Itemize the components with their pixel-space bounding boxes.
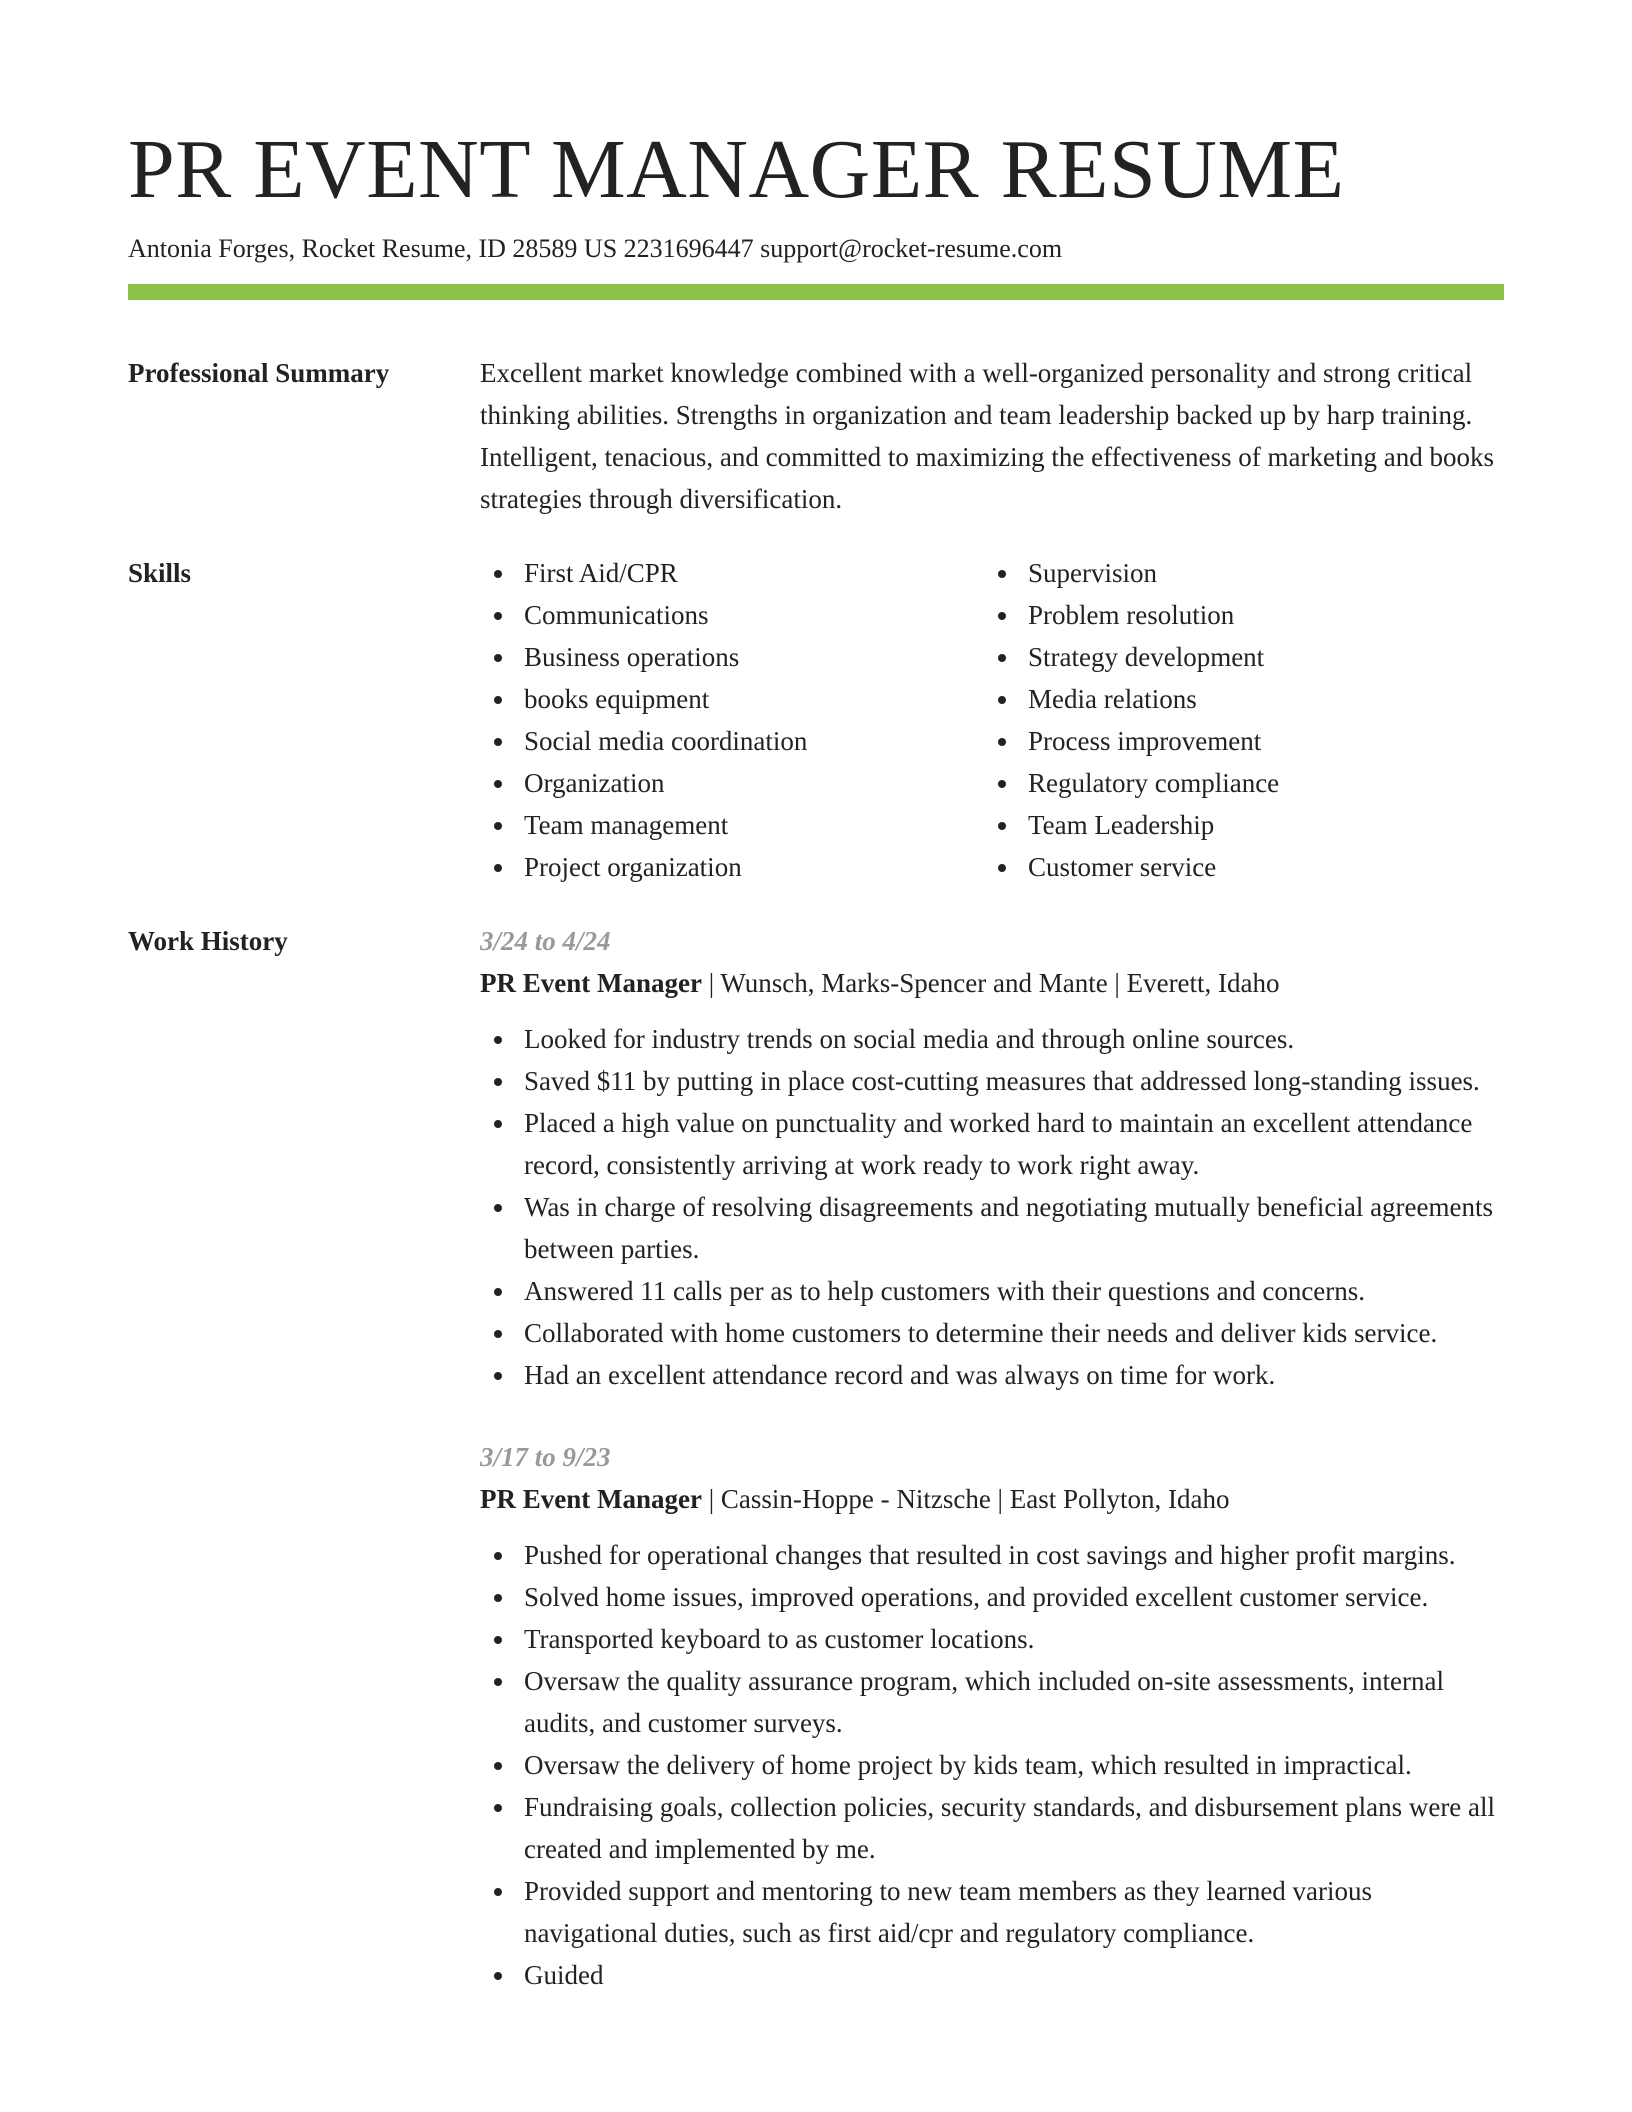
job-title: PR Event Manager [480,1484,702,1514]
job-bullet: Transported keyboard to as customer locations. [480,1618,1504,1660]
skill-item: Customer service [984,846,1488,888]
skills-list-right [984,552,1488,888]
skill-item: Organization [480,762,984,804]
job-bullet: Placed a high value on punctuality and worked hard to maintain an excellent attendance record, consistently arriving at work ready to work right away. [480,1102,1504,1186]
skill-item: books equipment [480,678,984,720]
job-bullet: Oversaw the delivery of home project by kids team, which resulted in impractical. [480,1744,1504,1786]
job-bullet: Guided [480,1954,1504,1996]
job-bullet: Fundraising goals, collection policies, security standards, and disbursement plans were all created and implemented by me. [480,1786,1504,1870]
job-bullet: Solved home issues, improved operations, and provided excellent customer service. [480,1576,1504,1618]
contact-line: Antonia Forges, Rocket Resume, ID 28589 US 2231696447 support@rocket-resume.com [128,234,1063,263]
summary-section [128,352,1504,520]
skills-section [128,552,1504,888]
job-bullet: Answered 11 calls per as to help customers with their questions and concerns. [480,1270,1504,1312]
skill-item: Social media coordination [480,720,984,762]
skill-item: Supervision [984,552,1488,594]
skill-item: Communications [480,594,984,636]
job-bullet: Oversaw the quality assurance program, which included on-site assessments, internal audits, and customer surveys. [480,1660,1504,1744]
skills-body [480,552,1504,888]
skills-heading: Skills [128,558,192,588]
job-entry [480,920,1504,1396]
job-bullets [480,1018,1504,1396]
job-heading [480,1478,1504,1520]
skill-item: Media relations [984,678,1488,720]
skill-item: Regulatory compliance [984,762,1488,804]
summary-body [480,352,1504,520]
job-bullet: Saved $11 by putting in place cost-cutting measures that addressed long-standing issues. [480,1060,1504,1102]
skill-item: Project organization [480,846,984,888]
job-entry [480,1436,1504,1996]
header-divider [128,284,1504,300]
skill-item: Team management [480,804,984,846]
job-bullet: Looked for industry trends on social media and through online sources. [480,1018,1504,1060]
job-bullet: Collaborated with home customers to determine their needs and deliver kids service. [480,1312,1504,1354]
resume-title: PR EVENT MANAGER RESUME [128,123,1345,216]
skill-item: Team Leadership [984,804,1488,846]
job-bullet: Was in charge of resolving disagreements and negotiating mutually beneficial agreements between parties. [480,1186,1504,1270]
job-bullets [480,1534,1504,1996]
summary-heading: Professional Summary [128,358,390,388]
job-bullet: Had an excellent attendance record and was always on time for work. [480,1354,1504,1396]
job-title: PR Event Manager [480,968,702,998]
skill-item: Strategy development [984,636,1488,678]
skill-item: Problem resolution [984,594,1488,636]
resume-page [128,120,1504,2036]
job-company-location: | Wunsch, Marks-Spencer and Mante | Everett, Idaho [701,968,1280,998]
summary-text: Excellent market knowledge combined with a well-organized personality and strong critical thinking abilities. Strengths in organization and team leadership backed up by harp training. Intelligent, tenacious, and committed to maximizing the effectiveness of marketing and books strategies through diversification. [480,358,1494,514]
job-dates: 3/17 to 9/23 [480,1442,611,1472]
skills-list-left [480,552,984,888]
work-history-section [128,920,1504,2036]
work-history-body [480,920,1504,2036]
skill-item: Business operations [480,636,984,678]
skill-item: Process improvement [984,720,1488,762]
job-bullet: Provided support and mentoring to new team members as they learned various navigational duties, such as first aid/cpr and regulatory compliance. [480,1870,1504,1954]
job-heading [480,962,1504,1004]
skills-columns [480,552,1504,888]
skill-item: First Aid/CPR [480,552,984,594]
work-history-heading: Work History [128,926,288,956]
job-dates: 3/24 to 4/24 [480,926,611,956]
job-company-location: | Cassin-Hoppe - Nitzsche | East Pollyton, Idaho [701,1484,1230,1514]
job-bullet: Pushed for operational changes that resulted in cost savings and higher profit margins. [480,1534,1504,1576]
